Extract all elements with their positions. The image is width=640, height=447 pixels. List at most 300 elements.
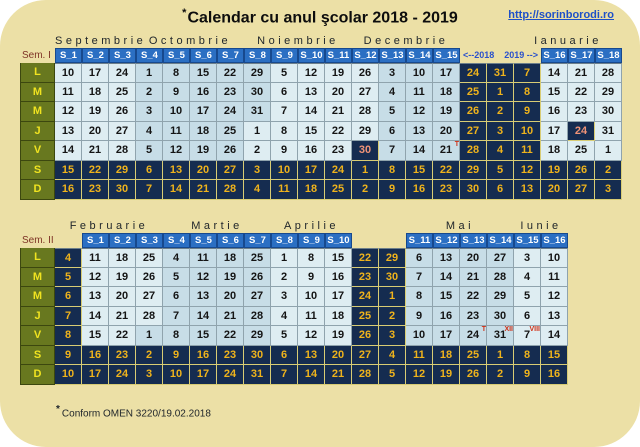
month-label: Octombrie <box>148 35 232 47</box>
weekend-vacation-cell: 16 <box>190 346 217 366</box>
day-cell: 27 <box>136 287 163 307</box>
week-header: S_12 <box>433 233 460 248</box>
day-cell: 31 <box>244 102 271 122</box>
weekend-vacation-cell: 22 <box>433 161 460 181</box>
weekend-vacation-cell: 9 <box>514 365 541 385</box>
day-cell: 10 <box>406 326 433 346</box>
day-cell: 19 <box>433 102 460 122</box>
day-cell: 29 <box>595 83 622 103</box>
day-cell: 18 <box>82 83 109 103</box>
weekend-vacation-cell: 11 <box>514 141 541 161</box>
day-cell: 19 <box>217 268 244 288</box>
day-cell: 13 <box>433 248 460 268</box>
weekend-vacation-cell: 23 <box>109 346 136 366</box>
weekend-vacation-cell: 5 <box>55 268 82 288</box>
weekend-vacation-cell: 13 <box>298 346 325 366</box>
day-cell: 3 <box>136 102 163 122</box>
day-cell: 11 <box>406 83 433 103</box>
day-cell: 28 <box>487 268 514 288</box>
day-cell: 15 <box>298 122 325 142</box>
day-cell: 4 <box>514 268 541 288</box>
weekend-vacation-cell: 16 <box>406 180 433 200</box>
weekend-vacation-cell: 6 <box>487 180 514 200</box>
day-cell: 16 <box>433 307 460 327</box>
semester-2-table <box>20 220 568 385</box>
day-cell: 29 <box>352 122 379 142</box>
weekend-vacation-cell: 1 <box>379 287 406 307</box>
day-cell: 3 <box>379 63 406 83</box>
day-cell: 20 <box>460 248 487 268</box>
day-cell: 1 <box>244 122 271 142</box>
day-cell: 8 <box>271 122 298 142</box>
day-cell: 17 <box>433 63 460 83</box>
weekend-vacation-cell: 23 <box>433 180 460 200</box>
weekend-vacation-cell: 15 <box>541 346 568 366</box>
day-cell: 22 <box>325 122 352 142</box>
day-cell: 11 <box>298 307 325 327</box>
month-label: Iunie <box>520 220 562 232</box>
weekend-vacation-cell: 30 <box>379 268 406 288</box>
holiday-cell: 30 <box>352 141 379 161</box>
day-cell: 20 <box>109 287 136 307</box>
weekend-vacation-cell: 2 <box>487 365 514 385</box>
weekend-vacation-cell: 2 <box>595 161 622 181</box>
day-cell: 16 <box>325 268 352 288</box>
weekend-vacation-cell: 4 <box>487 141 514 161</box>
week-header: S_3 <box>109 48 136 63</box>
weekend-vacation-cell: 3 <box>487 122 514 142</box>
day-cell: 22 <box>568 83 595 103</box>
weekend-vacation-cell: 10 <box>55 365 82 385</box>
day-cell: 20 <box>325 83 352 103</box>
day-cell: 2 <box>271 268 298 288</box>
week-header: S_3 <box>136 233 163 248</box>
weekend-vacation-cell: 23 <box>82 180 109 200</box>
day-cell: 14 <box>541 63 568 83</box>
day-label: J <box>20 307 55 327</box>
semester-1-table <box>20 35 622 200</box>
footnote <box>56 404 211 419</box>
author-link[interactable]: http://sorinborodi.ro <box>508 9 614 21</box>
day-cell: 17 <box>82 63 109 83</box>
weekend-vacation-cell: 7 <box>136 180 163 200</box>
day-cell: 21 <box>460 268 487 288</box>
day-label: M <box>20 268 55 288</box>
weekend-vacation-cell: 27 <box>568 180 595 200</box>
week-header: S_12 <box>352 48 379 63</box>
weekend-vacation-cell: 24 <box>217 365 244 385</box>
weekend-vacation-cell: 9 <box>514 102 541 122</box>
day-cell: 19 <box>82 102 109 122</box>
week-header: S_7 <box>217 48 244 63</box>
weekend-vacation-cell: 26 <box>352 326 379 346</box>
day-cell: 30 <box>487 307 514 327</box>
day-cell: 10 <box>298 287 325 307</box>
day-cell: 18 <box>433 83 460 103</box>
weekend-vacation-cell: 8 <box>514 83 541 103</box>
day-cell: 6 <box>514 307 541 327</box>
weekend-vacation-cell: 24 <box>352 287 379 307</box>
day-cell: 17 <box>433 326 460 346</box>
day-cell: 7 VIII <box>514 326 541 346</box>
day-cell: 6 <box>406 248 433 268</box>
day-cell: 14 <box>541 326 568 346</box>
weekend-vacation-cell: 20 <box>325 346 352 366</box>
day-cell: 3 <box>514 248 541 268</box>
day-cell: 13 <box>298 83 325 103</box>
day-cell: 19 <box>190 141 217 161</box>
day-cell: 25 <box>244 248 271 268</box>
weekend-vacation-cell: 3 <box>595 180 622 200</box>
weekend-vacation-cell: 18 <box>433 346 460 366</box>
weekend-vacation-cell: 24 <box>325 161 352 181</box>
day-cell: 23 <box>325 141 352 161</box>
month-label: Septembrie <box>55 35 147 47</box>
footnote-text: Conform OMEN 3220/19.02.2018 <box>61 408 211 420</box>
day-cell: 16 <box>298 141 325 161</box>
superscript-mark: XII <box>504 326 513 333</box>
day-label: S <box>20 346 55 366</box>
day-cell: 5 <box>271 326 298 346</box>
day-cell: 15 <box>190 63 217 83</box>
weekend-vacation-cell: 23 <box>217 346 244 366</box>
weekend-vacation-cell: 3 <box>136 365 163 385</box>
day-cell: 14 <box>433 268 460 288</box>
day-cell: 14 <box>298 102 325 122</box>
day-cell: 1 <box>136 326 163 346</box>
day-cell: 26 <box>244 268 271 288</box>
day-cell: 25 <box>568 141 595 161</box>
day-cell: 12 <box>190 268 217 288</box>
weekend-vacation-cell: 26 <box>460 102 487 122</box>
day-cell: 10 <box>163 102 190 122</box>
day-cell: 24 <box>217 102 244 122</box>
weekend-vacation-cell: 31 <box>244 365 271 385</box>
weekend-vacation-cell: 1 <box>352 161 379 181</box>
day-cell: 13 <box>406 122 433 142</box>
week-header: S_6 <box>190 48 217 63</box>
day-cell: 15 <box>190 326 217 346</box>
day-cell: 13 <box>190 287 217 307</box>
weekend-vacation-cell: 25 <box>460 346 487 366</box>
day-cell: 9 <box>298 268 325 288</box>
weekend-vacation-cell: 25 <box>325 180 352 200</box>
day-cell: 11 <box>163 122 190 142</box>
month-row-spacer <box>20 220 55 233</box>
week-header: S_4 <box>163 233 190 248</box>
day-cell: 2 <box>244 141 271 161</box>
week-header: S_10 <box>298 48 325 63</box>
week-header: S_8 <box>271 233 298 248</box>
day-cell: 14 <box>82 307 109 327</box>
day-label: M <box>20 102 55 122</box>
day-cell: 28 <box>352 102 379 122</box>
weekend-vacation-cell: 31 <box>487 63 514 83</box>
day-cell: 18 <box>217 248 244 268</box>
week-header: S_15 <box>514 233 541 248</box>
month-label: Mai <box>445 220 475 232</box>
weekend-vacation-cell: 17 <box>82 365 109 385</box>
day-cell: 31 XII <box>487 326 514 346</box>
day-cell: 29 <box>244 326 271 346</box>
day-cell: 6 <box>379 122 406 142</box>
day-cell: 7 <box>406 268 433 288</box>
day-cell: 21 T <box>433 141 460 161</box>
day-cell: 13 <box>55 122 82 142</box>
day-cell: 22 <box>460 287 487 307</box>
week-header: S_14 <box>487 233 514 248</box>
day-cell: 14 <box>55 141 82 161</box>
day-cell: 11 <box>82 248 109 268</box>
day-cell: 21 <box>568 63 595 83</box>
day-cell: 26 <box>136 268 163 288</box>
day-cell: 27 <box>244 287 271 307</box>
day-cell: 25 <box>217 122 244 142</box>
month-label: Ianuarie <box>534 35 602 47</box>
weekend-vacation-cell: 5 <box>379 365 406 385</box>
weekend-vacation-cell: 4 <box>55 248 82 268</box>
week-header: S_9 <box>298 233 325 248</box>
weekend-vacation-cell: 4 <box>244 180 271 200</box>
day-cell: 15 <box>82 326 109 346</box>
week-header: S_8 <box>244 48 271 63</box>
day-cell: 20 <box>217 287 244 307</box>
weekend-vacation-cell: 27 <box>352 346 379 366</box>
day-cell: 20 <box>82 122 109 142</box>
day-cell: 13 <box>541 307 568 327</box>
day-cell: 12 <box>406 102 433 122</box>
weekend-vacation-cell: 7 <box>271 365 298 385</box>
day-cell: 6 <box>163 287 190 307</box>
weekend-vacation-cell: 6 <box>136 161 163 181</box>
weekend-vacation-cell: 25 <box>460 83 487 103</box>
day-cell: 16 <box>541 102 568 122</box>
day-cell: 27 <box>109 122 136 142</box>
day-cell: 26 <box>352 63 379 83</box>
day-cell: 17 <box>325 287 352 307</box>
weekend-vacation-cell: 1 <box>487 83 514 103</box>
weekend-vacation-cell: 30 <box>244 346 271 366</box>
weekend-vacation-cell: 10 <box>271 161 298 181</box>
day-cell: 23 <box>217 83 244 103</box>
day-cell: 18 <box>109 248 136 268</box>
weekend-vacation-cell: 28 <box>460 141 487 161</box>
week-header: S_13 <box>460 233 487 248</box>
weekend-vacation-cell: 12 <box>406 365 433 385</box>
month-label: Decembrie <box>363 35 449 47</box>
weekend-vacation-cell: 28 <box>352 365 379 385</box>
day-cell: 5 <box>514 287 541 307</box>
day-cell: 29 <box>244 63 271 83</box>
day-cell: 24 T <box>460 326 487 346</box>
day-cell: 9 <box>163 83 190 103</box>
weekend-vacation-cell: 19 <box>433 365 460 385</box>
day-label: V <box>20 141 55 161</box>
day-label: L <box>20 63 55 83</box>
superscript-mark: T <box>481 326 486 333</box>
day-cell: 5 <box>136 141 163 161</box>
day-cell: 6 <box>271 83 298 103</box>
vacation-gap-header: <--2018 2019 --> <box>462 50 539 60</box>
day-cell: 3 <box>271 287 298 307</box>
weekend-vacation-cell: 16 <box>541 365 568 385</box>
day-cell: 4 <box>163 248 190 268</box>
day-cell: 7 <box>163 307 190 327</box>
day-cell: 7 <box>379 141 406 161</box>
weekend-vacation-cell: 21 <box>190 180 217 200</box>
weekend-vacation-cell: 29 <box>109 161 136 181</box>
weekend-vacation-cell: 13 <box>514 180 541 200</box>
weekend-vacation-cell: 9 <box>163 346 190 366</box>
week-header: S_17 <box>568 48 595 63</box>
month-label: Februarie <box>69 220 149 232</box>
day-cell: 5 <box>271 63 298 83</box>
week-header: S_16 <box>541 233 568 248</box>
day-cell: 16 <box>190 83 217 103</box>
day-cell: 9 <box>271 141 298 161</box>
weekend-vacation-cell: 2 <box>379 307 406 327</box>
weekend-vacation-cell: 7 <box>514 63 541 83</box>
weekend-vacation-cell: 5 <box>487 161 514 181</box>
day-cell: 30 <box>244 83 271 103</box>
day-cell: 21 <box>109 307 136 327</box>
weekend-vacation-cell: 10 <box>163 365 190 385</box>
week-header: S_1 <box>82 233 109 248</box>
weekend-vacation-cell: 2 <box>352 180 379 200</box>
day-cell: 28 <box>136 307 163 327</box>
day-cell: 14 <box>190 307 217 327</box>
day-cell: 1 <box>271 248 298 268</box>
weekend-vacation-cell: 23 <box>352 268 379 288</box>
weekend-vacation-cell: 29 <box>460 161 487 181</box>
vacation-gap-header <box>352 233 406 248</box>
weekend-vacation-cell: 17 <box>298 161 325 181</box>
weekend-vacation-cell: 30 <box>460 180 487 200</box>
day-cell: 4 <box>271 307 298 327</box>
weekend-vacation-cell: 11 <box>406 346 433 366</box>
weekend-vacation-cell: 15 <box>55 161 82 181</box>
day-cell: 1 <box>136 63 163 83</box>
day-cell: 4 <box>379 83 406 103</box>
weekend-vacation-cell: 6 <box>271 346 298 366</box>
day-cell: 14 <box>406 141 433 161</box>
day-cell: 30 <box>595 102 622 122</box>
vacation-gap-header <box>55 233 82 248</box>
day-cell: 17 <box>541 122 568 142</box>
day-cell: 12 <box>55 102 82 122</box>
day-cell: 21 <box>325 102 352 122</box>
weekend-vacation-cell: 27 <box>460 122 487 142</box>
week-header: S_13 <box>379 48 406 63</box>
day-cell: 27 <box>487 248 514 268</box>
day-cell: 19 <box>325 326 352 346</box>
day-cell: 11 <box>190 248 217 268</box>
weekend-vacation-cell: 30 <box>109 180 136 200</box>
month-label: Aprilie <box>283 220 340 232</box>
weekend-vacation-cell: 13 <box>163 161 190 181</box>
week-header: S_5 <box>190 233 217 248</box>
day-cell: 10 <box>406 63 433 83</box>
weekend-vacation-cell: 24 <box>460 63 487 83</box>
week-header: S_2 <box>109 233 136 248</box>
week-header: S_11 <box>325 48 352 63</box>
weekend-vacation-cell: 24 <box>109 365 136 385</box>
weekend-vacation-cell: 6 <box>55 287 82 307</box>
day-cell: 20 <box>433 122 460 142</box>
weekend-vacation-cell: 17 <box>190 365 217 385</box>
weekend-vacation-cell: 8 <box>55 326 82 346</box>
title-asterisk: * <box>182 7 187 19</box>
day-cell: 24 <box>109 63 136 83</box>
day-label: L <box>20 248 55 268</box>
day-cell: 25 <box>109 83 136 103</box>
semester-label: Sem. I <box>22 50 51 61</box>
footnote-asterisk: * <box>56 404 60 415</box>
day-cell: 4 <box>136 122 163 142</box>
week-header: S_5 <box>163 48 190 63</box>
day-cell: 29 <box>487 287 514 307</box>
day-cell: 22 <box>217 326 244 346</box>
holiday-cell: 24 <box>568 122 595 142</box>
weekend-vacation-cell: 22 <box>352 248 379 268</box>
weekend-vacation-cell: 4 <box>379 346 406 366</box>
weekend-vacation-cell: 8 <box>514 346 541 366</box>
day-cell: 12 <box>541 287 568 307</box>
weekend-vacation-cell: 20 <box>190 161 217 181</box>
weekend-vacation-cell: 25 <box>352 307 379 327</box>
weekend-vacation-cell: 26 <box>460 365 487 385</box>
week-header: S_6 <box>217 233 244 248</box>
superscript-mark: VIII <box>529 326 540 333</box>
weekend-vacation-cell: 16 <box>55 180 82 200</box>
day-cell: 7 <box>271 102 298 122</box>
day-cell: 8 <box>298 248 325 268</box>
month-gap <box>460 35 514 48</box>
weekend-vacation-cell: 27 <box>217 161 244 181</box>
weekend-vacation-cell: 21 <box>325 365 352 385</box>
day-cell: 22 <box>217 63 244 83</box>
day-cell: 22 <box>109 326 136 346</box>
day-cell: 21 <box>217 307 244 327</box>
day-cell: 15 <box>325 248 352 268</box>
day-label: V <box>20 326 55 346</box>
week-header: S_18 <box>595 48 622 63</box>
page-title-text: Calendar cu anul şcolar 2018 - 2019 <box>187 9 458 27</box>
weekend-vacation-cell: 14 <box>163 180 190 200</box>
day-cell: 12 <box>82 268 109 288</box>
day-cell: 1 <box>595 141 622 161</box>
day-cell: 5 <box>379 102 406 122</box>
weekend-vacation-cell: 20 <box>541 180 568 200</box>
day-cell: 12 <box>298 63 325 83</box>
weekend-vacation-cell: 15 <box>406 161 433 181</box>
weekend-vacation-cell: 11 <box>271 180 298 200</box>
superscript-mark: T <box>454 141 459 148</box>
month-label: Martie <box>191 220 243 232</box>
day-cell: 11 <box>541 268 568 288</box>
day-label: D <box>20 365 55 385</box>
week-header: S_14 <box>406 48 433 63</box>
weekend-vacation-cell: 3 <box>244 161 271 181</box>
day-cell: 21 <box>82 141 109 161</box>
day-cell: 19 <box>325 63 352 83</box>
weekend-vacation-cell: 19 <box>541 161 568 181</box>
day-cell: 26 <box>217 141 244 161</box>
weekend-vacation-cell: 12 <box>514 161 541 181</box>
day-cell: 17 <box>190 102 217 122</box>
weekend-vacation-cell: 28 <box>217 180 244 200</box>
day-cell: 28 <box>595 63 622 83</box>
